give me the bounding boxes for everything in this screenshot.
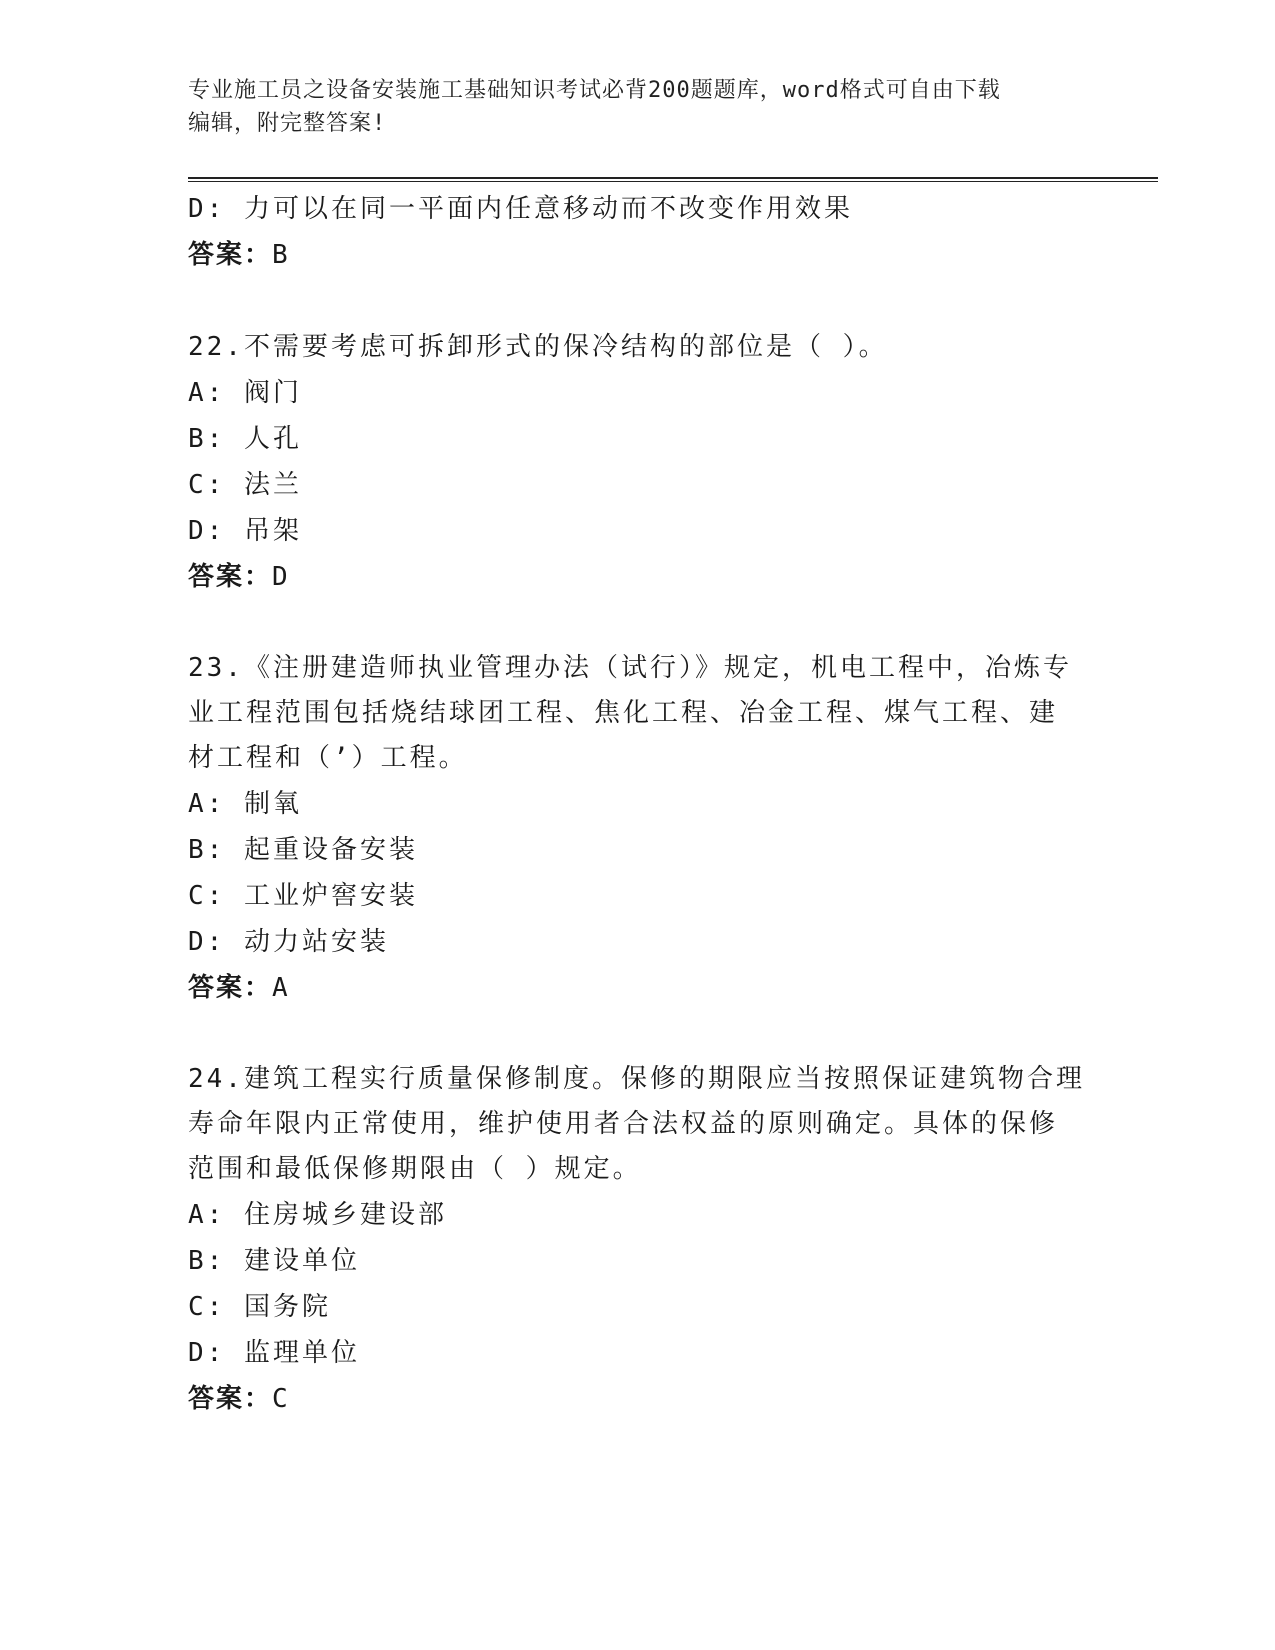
q23-answer xyxy=(188,965,1088,1011)
answer-label: 答案： xyxy=(188,1384,273,1414)
q22-option-a: A: 阀门 xyxy=(188,378,302,408)
q22-option-d: D: 吊架 xyxy=(188,516,302,546)
q24-option-a: A: 住房城乡建设部 xyxy=(188,1200,447,1230)
q22-option-c: C: 法兰 xyxy=(188,470,302,500)
answer-value: C xyxy=(272,1384,290,1414)
q22-stem: 22.不需要考虑可拆卸形式的保冷结构的部位是（ ）。 xyxy=(188,332,888,362)
q23-option-d: D: 动力站安装 xyxy=(188,927,389,957)
q21-answer xyxy=(188,232,1088,278)
q22-answer xyxy=(188,554,1088,600)
q23-stem xyxy=(188,646,1088,781)
q24-answer xyxy=(188,1376,1088,1422)
answer-value: A xyxy=(272,973,290,1003)
answer-value: D xyxy=(272,562,290,592)
question-content xyxy=(188,186,1088,1422)
spacer xyxy=(188,278,1088,324)
q23-stem-line-3: 材工程和（’）工程。 xyxy=(188,743,468,773)
q23-option-a: A: 制氧 xyxy=(188,789,302,819)
q24-stem-line-1: 24.建筑工程实行质量保修制度。保修的期限应当按照保证建筑物合理 xyxy=(188,1064,1085,1094)
answer-label: 答案： xyxy=(188,562,273,592)
spacer xyxy=(188,1011,1088,1057)
answer-label: 答案： xyxy=(188,973,273,1003)
q24-option-b: B: 建设单位 xyxy=(188,1246,360,1276)
q21-option-d: D: 力可以在同一平面内任意移动而不改变作用效果 xyxy=(188,194,853,224)
document-header xyxy=(188,74,1068,140)
answer-label: 答案： xyxy=(188,240,273,270)
q24-option-c: C: 国务院 xyxy=(188,1292,331,1322)
q24-option-d: D: 监理单位 xyxy=(188,1338,360,1368)
answer-value: B xyxy=(272,240,290,270)
q23-stem-line-1: 23.《注册建造师执业管理办法（试行）》规定，机电工程中，冶炼专 xyxy=(188,653,1072,683)
q22-option-b: B: 人孔 xyxy=(188,424,302,454)
q24-stem xyxy=(188,1057,1088,1192)
q23-option-b: B: 起重设备安装 xyxy=(188,835,418,865)
q24-stem-line-2: 寿命年限内正常使用，维护使用者合法权益的原则确定。具体的保修 xyxy=(188,1109,1059,1139)
q23-stem-line-2: 业工程范围包括烧结球团工程、焦化工程、冶金工程、煤气工程、建 xyxy=(188,698,1059,728)
header-line-2: 编辑，附完整答案! xyxy=(188,111,387,136)
q23-option-c: C: 工业炉窖安装 xyxy=(188,881,418,911)
header-line-1: 专业施工员之设备安装施工基础知识考试必背200题题库，word格式可自由下载 xyxy=(188,78,1001,103)
q24-stem-line-3: 范围和最低保修期限由（ ）规定。 xyxy=(188,1154,642,1184)
spacer xyxy=(188,600,1088,646)
header-divider xyxy=(188,177,1158,182)
